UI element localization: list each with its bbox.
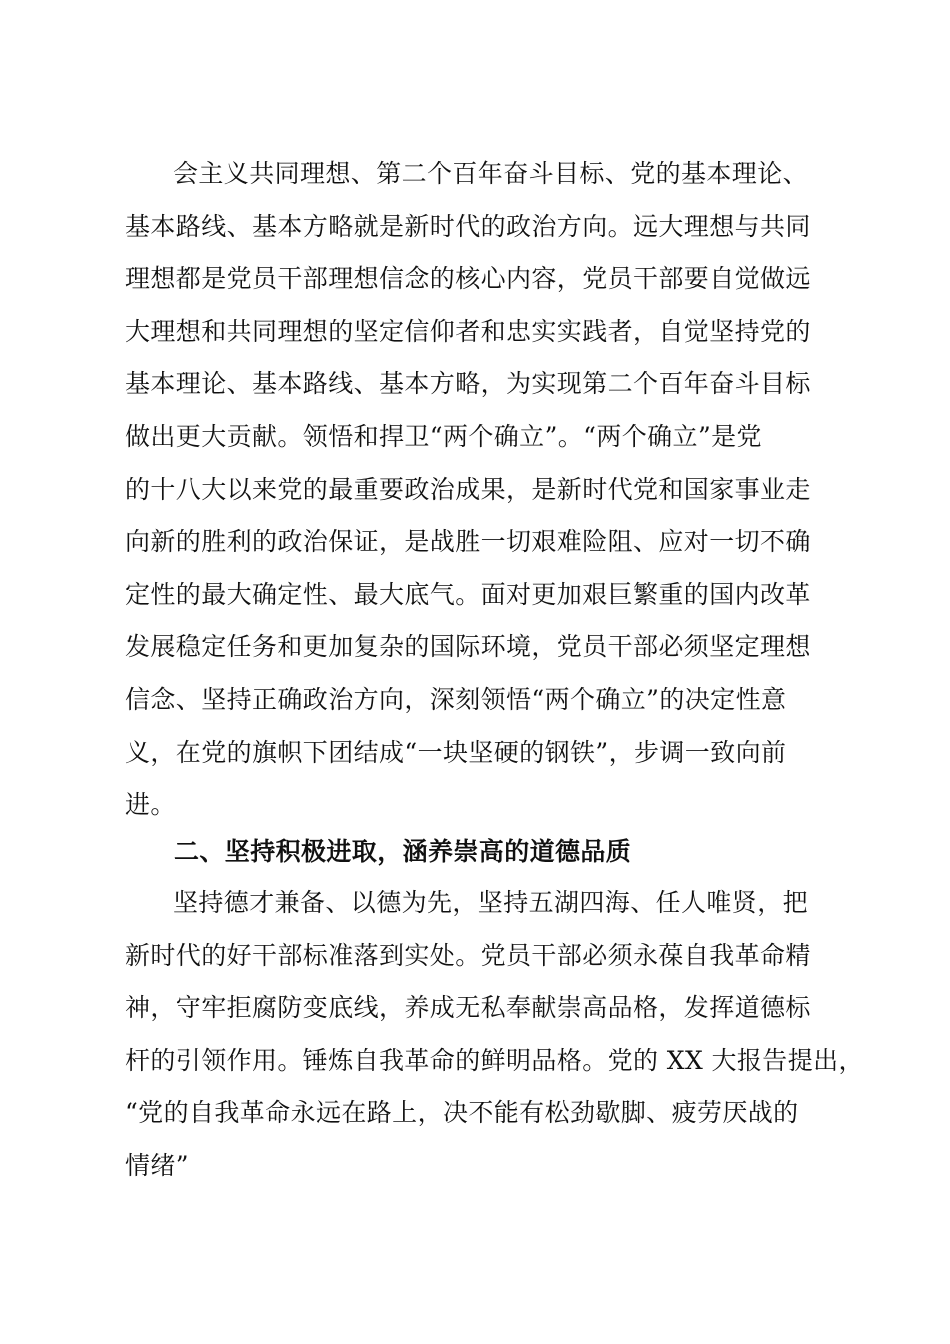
- body-paragraph: [125, 877, 864, 1193]
- body-paragraph: [125, 148, 827, 832]
- paragraph-line: 神，守牢拒腐防变底线，养成无私奉献崇高品格，发挥道德标: [125, 993, 811, 1023]
- paragraph-line: 情绪”: [125, 1150, 189, 1180]
- paragraph-line: 发展稳定任务和更加复杂的国际环境，党员干部必须坚定理想: [125, 632, 811, 662]
- paragraph-line: 的十八大以来党的最重要政治成果，是新时代党和国家事业走: [125, 474, 811, 504]
- paragraph-line: 基本理论、基本路线、基本方略，为实现第二个百年奋斗目标: [125, 369, 811, 399]
- paragraph-line: 会主义共同理想、第二个百年奋斗目标、党的基本理论、: [173, 159, 809, 188]
- paragraph-line: 理想都是党员干部理想信念的核心内容，党员干部要自觉做远: [125, 264, 811, 294]
- paragraph-line: 义，在党的旗帜下团结成“一块坚硬的钢铁”，步调一致向前: [125, 737, 787, 767]
- paragraph-line: 大理想和共同理想的坚定信仰者和忠实实践者，自觉坚持党的: [125, 316, 811, 346]
- paragraph-line: “党的自我革命永远在路上，决不能有松劲歇脚、疲劳厌战的: [125, 1098, 799, 1128]
- paragraph-line: 做出更大贡献。领悟和捍卫“两个确立”。“两个确立”是党: [125, 421, 762, 451]
- paragraph-line: 信念、坚持正确政治方向，深刻领悟“两个确立”的决定性意: [125, 684, 787, 714]
- paragraph-line: 新时代的好干部标准落到实处。党员干部必须永葆自我革命精: [125, 940, 811, 970]
- paragraph-line: 坚持德才兼备、以德为先，坚持五湖四海、任人唯贤，把: [173, 888, 809, 917]
- paragraph-line: 基本路线、基本方略就是新时代的政治方向。远大理想与共同: [125, 211, 811, 241]
- paragraph-line: 杆的引领作用。锤炼自我革命的鲜明品格。党的 XX 大报告提出，: [125, 1045, 864, 1075]
- paragraph-line: 定性的最大确定性、最大底气。面对更加艰巨繁重的国内改革: [125, 579, 811, 609]
- section-heading: 二、坚持积极进取，涵养崇高的道德品质: [174, 837, 632, 866]
- paragraph-line: 向新的胜利的政治保证，是战胜一切艰难险阻、应对一切不确: [125, 527, 811, 557]
- paragraph-line: 进。: [125, 790, 176, 820]
